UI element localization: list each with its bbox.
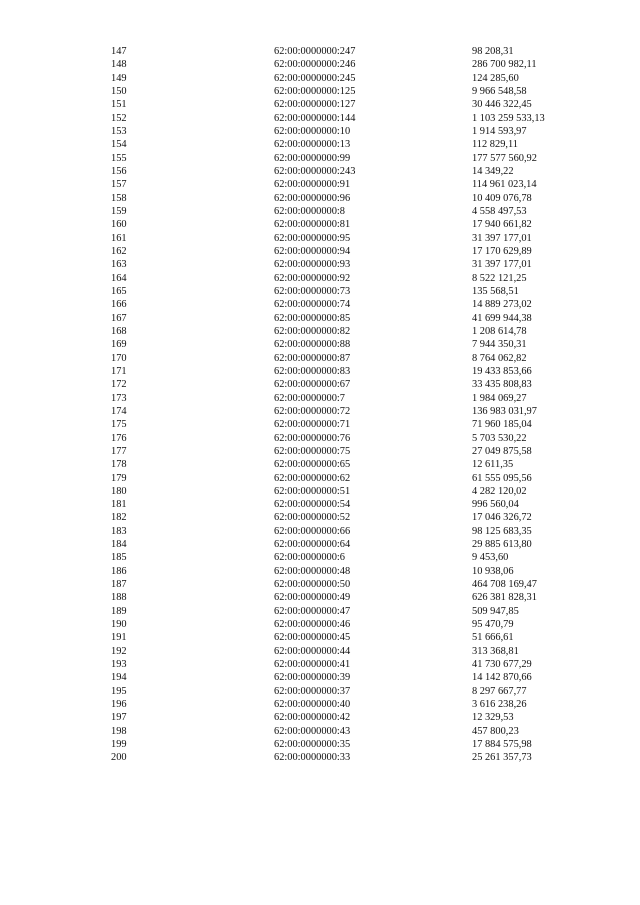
row-number: 173 [111, 392, 127, 404]
row-number: 175 [111, 419, 127, 431]
table-row [0, 205, 640, 218]
value-amount: 17 046 326,72 [472, 512, 532, 524]
value-amount: 31 397 177,01 [472, 259, 532, 271]
row-number: 196 [111, 699, 127, 711]
row-number: 188 [111, 592, 127, 604]
cadastral-number: 62:00:0000000:246 [274, 59, 356, 71]
row-number: 198 [111, 725, 127, 737]
cadastral-number: 62:00:0000000:39 [274, 672, 351, 684]
cadastral-number: 62:00:0000000:125 [274, 85, 356, 97]
table-row [0, 511, 640, 524]
table-row [0, 258, 640, 271]
cadastral-number: 62:00:0000000:94 [274, 245, 351, 257]
cadastral-number: 62:00:0000000:75 [274, 445, 351, 457]
value-amount: 124 285,60 [472, 72, 519, 84]
table-row [0, 72, 640, 85]
value-amount: 112 829,11 [472, 139, 518, 151]
cadastral-number: 62:00:0000000:40 [274, 699, 351, 711]
cadastral-number: 62:00:0000000:6 [274, 552, 346, 564]
table-row [0, 498, 640, 511]
row-number: 167 [111, 312, 127, 324]
row-number: 155 [111, 152, 127, 164]
table-row [0, 352, 640, 365]
table-row [0, 618, 640, 631]
value-amount: 61 555 095,56 [472, 472, 532, 484]
table-row [0, 725, 640, 738]
cadastral-number: 62:00:0000000:33 [274, 752, 351, 764]
value-amount: 12 329,53 [472, 712, 514, 724]
row-number: 184 [111, 539, 127, 551]
cadastral-number: 62:00:0000000:81 [274, 219, 351, 231]
table-row [0, 232, 640, 245]
cadastral-number: 62:00:0000000:83 [274, 365, 351, 377]
value-amount: 3 616 238,26 [472, 699, 527, 711]
cadastral-number: 62:00:0000000:82 [274, 325, 351, 337]
table-row [0, 338, 640, 351]
value-amount: 14 349,22 [472, 165, 514, 177]
row-number: 163 [111, 259, 127, 271]
value-amount: 14 889 273,02 [472, 299, 532, 311]
row-number: 181 [111, 499, 127, 511]
value-amount: 31 397 177,01 [472, 232, 532, 244]
table-row [0, 418, 640, 431]
value-amount: 10 938,06 [472, 565, 514, 577]
value-amount: 17 884 575,98 [472, 739, 532, 751]
table-row [0, 58, 640, 71]
cadastral-number: 62:00:0000000:245 [274, 72, 356, 84]
value-amount: 135 568,51 [472, 285, 519, 297]
table-row [0, 698, 640, 711]
cadastral-number: 62:00:0000000:54 [274, 499, 351, 511]
value-amount: 51 666,61 [472, 632, 514, 644]
cadastral-number: 62:00:0000000:44 [274, 645, 351, 657]
row-number: 157 [111, 179, 127, 191]
value-amount: 5 703 530,22 [472, 432, 527, 444]
cadastral-number: 62:00:0000000:96 [274, 192, 351, 204]
value-amount: 71 960 185,04 [472, 419, 532, 431]
value-amount: 41 699 944,38 [472, 312, 532, 324]
cadastral-number: 62:00:0000000:46 [274, 619, 351, 631]
cadastral-number: 62:00:0000000:93 [274, 259, 351, 271]
row-number: 165 [111, 285, 127, 297]
cadastral-number: 62:00:0000000:50 [274, 579, 351, 591]
cadastral-number: 62:00:0000000:67 [274, 379, 351, 391]
value-amount: 114 961 023,14 [472, 179, 537, 191]
value-amount: 27 049 875,58 [472, 445, 532, 457]
table-row [0, 432, 640, 445]
row-number: 193 [111, 659, 127, 671]
row-number: 189 [111, 605, 127, 617]
cadastral-number: 62:00:0000000:10 [274, 125, 351, 137]
cadastral-number: 62:00:0000000:247 [274, 46, 356, 57]
table-row [0, 631, 640, 644]
row-number: 170 [111, 352, 127, 364]
row-number: 161 [111, 232, 127, 244]
cadastral-number: 62:00:0000000:74 [274, 299, 351, 311]
table-row [0, 538, 640, 551]
table-row [0, 325, 640, 338]
value-amount: 136 983 031,97 [472, 405, 537, 417]
row-number: 172 [111, 379, 127, 391]
cadastral-number: 62:00:0000000:64 [274, 539, 351, 551]
value-amount: 10 409 076,78 [472, 192, 532, 204]
row-number: 192 [111, 645, 127, 657]
table-row [0, 485, 640, 498]
row-number: 159 [111, 205, 127, 217]
table-row [0, 685, 640, 698]
table-row [0, 472, 640, 485]
cadastral-number: 62:00:0000000:144 [274, 112, 356, 124]
row-number: 191 [111, 632, 127, 644]
table-row [0, 565, 640, 578]
cadastral-number: 62:00:0000000:35 [274, 739, 351, 751]
table-row [0, 218, 640, 231]
row-number: 186 [111, 565, 127, 577]
value-amount: 12 611,35 [472, 459, 514, 471]
cadastral-number: 62:00:0000000:73 [274, 285, 351, 297]
table-row [0, 378, 640, 391]
table-row [0, 112, 640, 125]
row-number: 182 [111, 512, 127, 524]
value-amount: 41 730 677,29 [472, 659, 532, 671]
row-number: 160 [111, 219, 127, 231]
cadastral-number: 62:00:0000000:62 [274, 472, 351, 484]
cadastral-number: 62:00:0000000:87 [274, 352, 351, 364]
value-amount: 9 966 548,58 [472, 85, 527, 97]
value-amount: 626 381 828,31 [472, 592, 537, 604]
row-number: 176 [111, 432, 127, 444]
table-row [0, 192, 640, 205]
row-number: 177 [111, 445, 127, 457]
row-number: 174 [111, 405, 127, 417]
table-row [0, 671, 640, 684]
row-number: 185 [111, 552, 127, 564]
row-number: 171 [111, 365, 127, 377]
row-number: 190 [111, 619, 127, 631]
cadastral-number: 62:00:0000000:42 [274, 712, 351, 724]
value-amount: 313 368,81 [472, 645, 519, 657]
cadastral-number: 62:00:0000000:52 [274, 512, 351, 524]
table-row [0, 591, 640, 604]
value-amount: 8 297 667,77 [472, 685, 527, 697]
value-amount: 8 764 062,82 [472, 352, 527, 364]
row-number: 199 [111, 739, 127, 751]
cadastral-number: 62:00:0000000:49 [274, 592, 351, 604]
row-number: 197 [111, 712, 127, 724]
value-amount: 33 435 808,83 [472, 379, 532, 391]
value-amount: 1 103 259 533,13 [472, 112, 545, 124]
cadastral-number: 62:00:0000000:95 [274, 232, 351, 244]
table-row [0, 98, 640, 111]
table-row [0, 605, 640, 618]
value-amount: 29 885 613,80 [472, 539, 532, 551]
value-amount: 4 282 120,02 [472, 485, 527, 497]
row-number: 156 [111, 165, 127, 177]
table-row [0, 312, 640, 325]
value-amount: 509 947,85 [472, 605, 519, 617]
row-number: 179 [111, 472, 127, 484]
data-table [0, 45, 640, 765]
cadastral-number: 62:00:0000000:37 [274, 685, 351, 697]
value-amount: 1 984 069,27 [472, 392, 527, 404]
value-amount: 98 208,31 [472, 46, 514, 57]
table-row [0, 365, 640, 378]
cadastral-number: 62:00:0000000:88 [274, 339, 351, 351]
row-number: 194 [111, 672, 127, 684]
cadastral-number: 62:00:0000000:65 [274, 459, 351, 471]
cadastral-number: 62:00:0000000:13 [274, 139, 351, 151]
cadastral-number: 62:00:0000000:41 [274, 659, 351, 671]
table-row [0, 272, 640, 285]
value-amount: 177 577 560,92 [472, 152, 537, 164]
value-amount: 19 433 853,66 [472, 365, 532, 377]
row-number: 154 [111, 139, 127, 151]
table-row [0, 165, 640, 178]
row-number: 148 [111, 59, 127, 71]
cadastral-number: 62:00:0000000:51 [274, 485, 351, 497]
cadastral-number: 62:00:0000000:99 [274, 152, 351, 164]
value-amount: 17 170 629,89 [472, 245, 532, 257]
table-row [0, 392, 640, 405]
cadastral-number: 62:00:0000000:72 [274, 405, 351, 417]
cadastral-number: 62:00:0000000:71 [274, 419, 351, 431]
value-amount: 996 560,04 [472, 499, 519, 511]
table-row [0, 658, 640, 671]
table-row [0, 525, 640, 538]
table-row [0, 458, 640, 471]
row-number: 178 [111, 459, 127, 471]
value-amount: 8 522 121,25 [472, 272, 527, 284]
value-amount: 7 944 350,31 [472, 339, 527, 351]
row-number: 166 [111, 299, 127, 311]
row-number: 158 [111, 192, 127, 204]
table-row [0, 138, 640, 151]
table-row [0, 405, 640, 418]
cadastral-number: 62:00:0000000:45 [274, 632, 351, 644]
row-number: 149 [111, 72, 127, 84]
cadastral-number: 62:00:0000000:66 [274, 525, 351, 537]
row-number: 169 [111, 339, 127, 351]
cadastral-number: 62:00:0000000:8 [274, 205, 346, 217]
cadastral-number: 62:00:0000000:43 [274, 725, 351, 737]
table-row [0, 245, 640, 258]
value-amount: 1 208 614,78 [472, 325, 527, 337]
value-amount: 98 125 683,35 [472, 525, 532, 537]
table-row [0, 551, 640, 564]
row-number: 168 [111, 325, 127, 337]
row-number: 187 [111, 579, 127, 591]
cadastral-number: 62:00:0000000:48 [274, 565, 351, 577]
value-amount: 25 261 357,73 [472, 752, 532, 764]
row-number: 195 [111, 685, 127, 697]
table-row [0, 738, 640, 751]
table-row [0, 285, 640, 298]
table-row [0, 645, 640, 658]
value-amount: 30 446 322,45 [472, 99, 532, 111]
value-amount: 17 940 661,82 [472, 219, 532, 231]
cadastral-number: 62:00:0000000:76 [274, 432, 351, 444]
row-number: 200 [111, 752, 127, 764]
row-number: 152 [111, 112, 127, 124]
value-amount: 14 142 870,66 [472, 672, 532, 684]
value-amount: 9 453,60 [472, 552, 509, 564]
cadastral-number: 62:00:0000000:243 [274, 165, 356, 177]
row-number: 150 [111, 85, 127, 97]
cadastral-number: 62:00:0000000:47 [274, 605, 351, 617]
value-amount: 464 708 169,47 [472, 579, 537, 591]
table-row [0, 751, 640, 764]
value-amount: 95 470,79 [472, 619, 514, 631]
table-row [0, 578, 640, 591]
row-number: 147 [111, 46, 127, 57]
table-row [0, 711, 640, 724]
row-number: 162 [111, 245, 127, 257]
value-amount: 457 800,23 [472, 725, 519, 737]
value-amount: 1 914 593,97 [472, 125, 527, 137]
table-row [0, 45, 640, 58]
cadastral-number: 62:00:0000000:91 [274, 179, 351, 191]
table-row [0, 178, 640, 191]
cadastral-number: 62:00:0000000:127 [274, 99, 356, 111]
table-row [0, 152, 640, 165]
row-number: 153 [111, 125, 127, 137]
cadastral-number: 62:00:0000000:92 [274, 272, 351, 284]
table-row [0, 445, 640, 458]
row-number: 180 [111, 485, 127, 497]
row-number: 183 [111, 525, 127, 537]
cadastral-number: 62:00:0000000:85 [274, 312, 351, 324]
table-row [0, 298, 640, 311]
table-row [0, 85, 640, 98]
value-amount: 286 700 982,11 [472, 59, 537, 71]
row-number: 164 [111, 272, 127, 284]
table-row [0, 125, 640, 138]
cadastral-number: 62:00:0000000:7 [274, 392, 346, 404]
row-number: 151 [111, 99, 127, 111]
value-amount: 4 558 497,53 [472, 205, 527, 217]
